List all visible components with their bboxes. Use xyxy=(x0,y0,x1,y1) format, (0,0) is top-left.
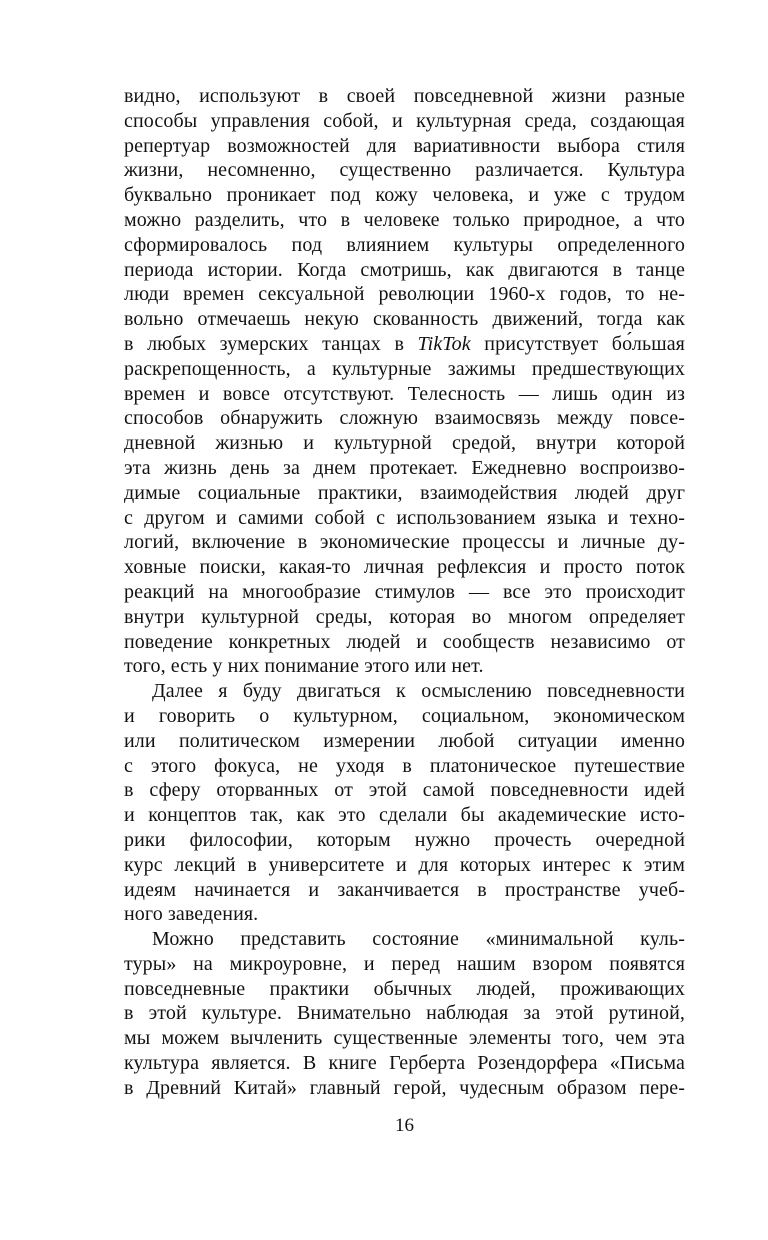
text-line xyxy=(124,977,685,1002)
text-segment: репертуар возможностей для вариативности выбора стиля xyxy=(124,134,685,157)
text-line xyxy=(124,84,685,109)
text-segment: времен и вовсе отсутствуют. Телесность — лишь один из xyxy=(124,382,685,405)
text-segment: способов обнаружить сложную взаимосвязь между повсе- xyxy=(124,407,685,430)
text-line xyxy=(124,357,685,382)
text-segment: люди времен сексуальной революции 1960-х годов, то не- xyxy=(124,283,685,306)
text-segment: идеям начинается и заканчивается в пространстве учеб- xyxy=(124,878,685,901)
text-segment: и концептов так, как это сделали бы академические исто- xyxy=(124,804,685,827)
text-line xyxy=(124,952,685,977)
page-number: 16 xyxy=(395,1115,414,1136)
text-segment: с другом и самими собой с использованием языка и техно- xyxy=(124,506,685,529)
text-line xyxy=(124,233,685,258)
text-line xyxy=(124,878,685,903)
text-line xyxy=(124,183,685,208)
text-segment: Можно представить состояние «минимальной куль- xyxy=(152,928,685,951)
text-segment: поведение конкретных людей и сообществ независимо от xyxy=(124,630,685,653)
text-line xyxy=(124,580,685,605)
paragraph xyxy=(124,84,685,679)
text-segment: в Древний Китай» главный герой, чудесным образом пере- xyxy=(124,1076,685,1099)
text-segment: димые социальные практики, взаимодействия людей друг xyxy=(124,481,685,504)
body-text xyxy=(124,84,685,1101)
text-line xyxy=(124,332,685,357)
text-segment: в любых зумерских танцах в xyxy=(124,332,418,355)
text-line xyxy=(124,1026,685,1051)
text-line xyxy=(124,828,685,853)
text-line xyxy=(124,704,685,729)
text-line xyxy=(124,530,685,555)
text-line xyxy=(124,431,685,456)
text-line xyxy=(124,803,685,828)
text-line xyxy=(124,1051,685,1076)
text-segment: присутствует бо́льшая xyxy=(470,332,685,355)
text-line xyxy=(124,630,685,655)
text-line xyxy=(124,1076,685,1101)
text-segment: курс лекций в университете и для которых интерес к этим xyxy=(124,853,685,876)
text-line xyxy=(124,754,685,779)
text-segment: туры» на микроуровне, и перед нашим взором появятся xyxy=(124,952,685,975)
text-line xyxy=(124,902,685,927)
text-segment: реакций на многообразие стимулов — все это происходит xyxy=(124,580,685,603)
text-line xyxy=(124,258,685,283)
text-segment: жизни, несомненно, существенно различается. Культура xyxy=(124,159,685,182)
text-segment: способы управления собой, и культурная среда, создающая xyxy=(124,109,685,132)
text-segment: внутри культурной среды, которая во многом определяет xyxy=(124,605,685,628)
text-segment: дневной жизнью и культурной средой, внутри которой xyxy=(124,432,685,455)
text-segment: ховные поиски, какая-то личная рефлексия и просто поток xyxy=(124,556,685,579)
text-line xyxy=(124,605,685,630)
text-segment: того, есть у них понимание этого или нет. xyxy=(124,655,484,678)
text-line xyxy=(124,555,685,580)
text-line xyxy=(124,729,685,754)
italic-text: TikTok xyxy=(417,332,471,355)
text-line xyxy=(124,1001,685,1026)
text-line xyxy=(124,158,685,183)
text-line xyxy=(124,456,685,481)
text-segment: ного заведения. xyxy=(124,903,259,926)
text-segment: и говорить о культурном, социальном, экономическом xyxy=(124,704,685,727)
text-line xyxy=(124,208,685,233)
text-segment: периода истории. Когда смотришь, как двигаются в танце xyxy=(124,258,685,281)
text-line xyxy=(124,679,685,704)
text-segment: эта жизнь день за днем протекает. Ежедневно воспроизво- xyxy=(124,456,685,479)
text-segment: повседневные практики обычных людей, проживающих xyxy=(124,977,685,1000)
text-segment: можно разделить, что в человеке только природное, а что xyxy=(124,208,685,231)
text-line xyxy=(124,406,685,431)
text-segment: рики философии, которым нужно прочесть очередной xyxy=(124,828,685,851)
text-segment: Далее я буду двигаться к осмыслению повседневности xyxy=(152,680,685,703)
text-line xyxy=(124,134,685,159)
text-segment: или политическом измерении любой ситуации именно xyxy=(124,729,685,752)
text-segment: логий, включение в экономические процессы и личные ду- xyxy=(124,531,685,554)
text-line xyxy=(124,481,685,506)
text-segment: в сферу оторванных от этой самой повседневности идей xyxy=(124,779,685,802)
text-segment: в этой культуре. Внимательно наблюдая за этой рутиной, xyxy=(124,1002,685,1025)
text-line xyxy=(124,927,685,952)
paragraph xyxy=(124,679,685,927)
text-segment: с этого фокуса, не уходя в платоническое путешествие xyxy=(124,754,685,777)
text-line xyxy=(124,282,685,307)
text-segment: культура является. В книге Герберта Розендорфера «Письма xyxy=(124,1052,685,1075)
text-segment: раскрепощенность, а культурные зажимы предшествующих xyxy=(124,357,685,380)
text-segment: вольно отмечаешь некую скованность движений, тогда как xyxy=(124,308,685,331)
text-line xyxy=(124,382,685,407)
text-line xyxy=(124,506,685,531)
text-line xyxy=(124,778,685,803)
text-line xyxy=(124,654,685,679)
text-line xyxy=(124,307,685,332)
text-line xyxy=(124,109,685,134)
text-segment: буквально проникает под кожу человека, и уже с трудом xyxy=(124,184,685,207)
paragraph xyxy=(124,927,685,1101)
text-segment: видно, используют в своей повседневной жизни разные xyxy=(124,85,685,107)
text-segment: сформировалось под влиянием культуры определенного xyxy=(124,233,685,256)
text-segment: мы можем вычленить существенные элементы того, чем эта xyxy=(124,1027,685,1050)
text-line xyxy=(124,853,685,878)
